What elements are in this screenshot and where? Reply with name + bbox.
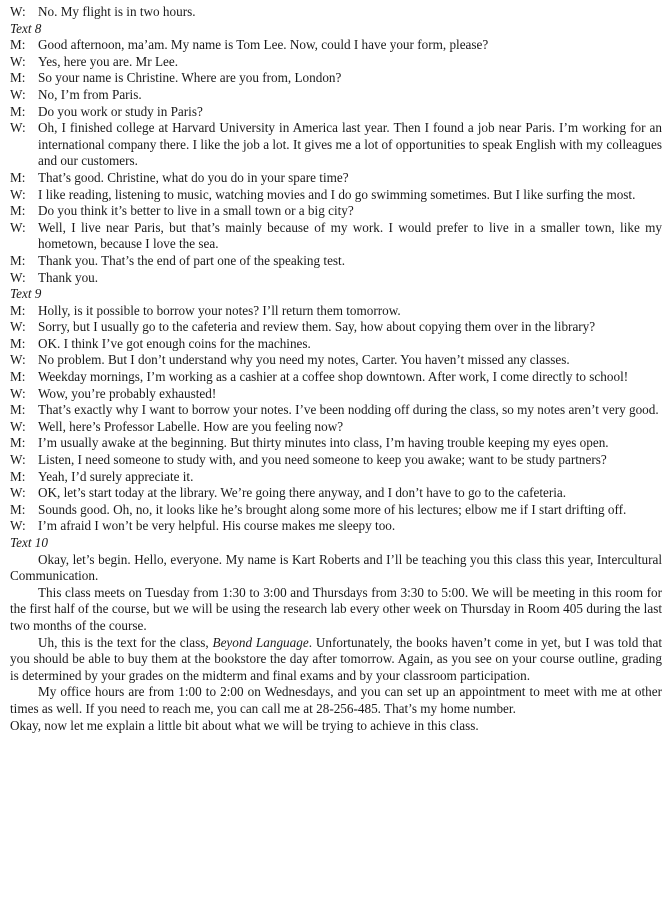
dialogue-line [10, 37, 662, 54]
paragraph-text: . Unfortunately, the books haven’t come in yet, but I was told that you should be able to buy them at the bookstore the day after tomorrow. Again, as you see on your course outline, grading is determined by your grades on the midterm and final exams and by your classroom participation. [10, 634, 662, 683]
dialogue-text: Thank you. That’s the end of part one of the speaking test. [38, 252, 346, 268]
section-heading-text-9: Text 9 [10, 286, 42, 302]
dialogue-text: I like reading, listening to music, watching movies and I do go swimming sometimes. But I like surfing the most. [38, 186, 636, 202]
dialogue-line [10, 319, 662, 336]
dialogue-line [10, 120, 662, 170]
speaker-label: W: [10, 319, 26, 335]
dialogue-line [10, 220, 662, 253]
speaker-label: W: [10, 120, 26, 136]
monologue-paragraph: My office hours are from 1:00 to 2:00 on Wednesdays, and you can set up an appointment to meet with me at other times as well. If you need to reach me, you can call me at 28-256-485. That’s my home number. [10, 684, 662, 716]
speaker-label: W: [10, 219, 26, 235]
speaker-label: W: [10, 4, 26, 19]
dialogue-text: Sorry, but I usually go to the cafeteria and review them. Say, how about copying them over in the library? [38, 319, 596, 335]
speaker-label: M: [10, 302, 26, 318]
speaker-label: W: [10, 485, 26, 501]
speaker-label: W: [10, 269, 26, 285]
dialogue-line [10, 369, 662, 386]
book-title: Beyond Language [212, 634, 309, 650]
dialogue-line [10, 452, 662, 469]
dialogue-text: Wow, you’re probably exhausted! [38, 385, 217, 401]
dialogue-line [10, 87, 662, 104]
dialogue-text: I’m afraid I won’t be very helpful. His course makes me sleepy too. [38, 518, 396, 534]
speaker-label: M: [10, 203, 26, 219]
section-heading-text-10: Text 10 [10, 535, 48, 550]
dialogue-text: That’s good. Christine, what do you do in your spare time? [38, 169, 349, 185]
monologue-paragraph: Okay, let’s begin. Hello, everyone. My name is Kart Roberts and I’ll be teaching you this class this year, Intercultural Communication. [10, 551, 662, 584]
dialogue-line [10, 203, 662, 220]
dialogue-text: No problem. But I don’t understand why you need my notes, Carter. You haven’t missed any classes. [38, 352, 570, 368]
speaker-label: W: [10, 418, 26, 434]
speaker-label: M: [10, 169, 26, 185]
speaker-label: M: [10, 369, 26, 385]
speaker-label: M: [10, 435, 26, 451]
dialogue-text: Good afternoon, ma’am. My name is Tom Lee. Now, could I have your form, please? [38, 37, 489, 53]
dialogue-line [10, 303, 662, 320]
dialogue-text: OK, let’s start today at the library. We’re going there anyway, and I don’t have to go to the cafeteria. [38, 485, 567, 501]
speaker-label: M: [10, 103, 26, 119]
dialogue-text: Yes, here you are. Mr Lee. [38, 53, 179, 69]
dialogue-line [10, 485, 662, 502]
speaker-label: W: [10, 86, 26, 102]
dialogue-line [10, 352, 662, 369]
speaker-label: M: [10, 402, 26, 418]
dialogue-text: Holly, is it possible to borrow your notes? I’ll return them tomorrow. [38, 302, 401, 318]
dialogue-line [10, 402, 662, 419]
dialogue-text: So your name is Christine. Where are you from, London? [38, 70, 342, 86]
dialogue-text: Sounds good. Oh, no, it looks like he’s brought along some more of his lectures; elbow me if I start drifting off. [38, 501, 627, 517]
dialogue-text: Do you work or study in Paris? [38, 103, 203, 119]
dialogue-line [10, 435, 662, 452]
speaker-label: W: [10, 452, 26, 468]
dialogue-text: Well, here’s Professor Labelle. How are you feeling now? [38, 418, 344, 434]
monologue-paragraph [10, 635, 662, 685]
dialogue-text: Do you think it’s better to live in a small town or a big city? [38, 203, 354, 219]
speaker-label: W: [10, 385, 26, 401]
dialogue-text: OK. I think I’ve got enough coins for the machines. [38, 335, 311, 351]
dialogue-text: No, I’m from Paris. [38, 86, 142, 102]
speaker-label: W: [10, 518, 26, 534]
monologue-paragraph: This class meets on Tuesday from 1:30 to 3:00 and Thursdays from 3:30 to 5:00. We will be meeting in this room for the first half of the course, but we will be using the research lab every other week on Thursday in Room 405 during the last two months of the course. [10, 584, 662, 633]
dialogue-text: That’s exactly why I want to borrow your notes. I’ve been nodding off during the class, so my notes aren’t very good. [38, 402, 659, 418]
dialogue-line [10, 187, 662, 204]
paragraph-text: Uh, this is the text for the class, [38, 634, 213, 650]
dialogue-text: Yeah, I’d surely appreciate it. [38, 468, 194, 484]
dialogue-line [10, 469, 662, 486]
dialogue-text: Oh, I finished college at Harvard University in America last year. Then I found a job near Paris. I’m working for an international company there. I like the job a lot. It gives me a lot of opportunities to speak English with my colleagues and our customers. [38, 120, 662, 169]
dialogue-text: Listen, I need someone to study with, and you need someone to keep you awake; want to be study partners? [38, 452, 607, 468]
dialogue-line [10, 419, 662, 436]
dialogue-text: I’m usually awake at the beginning. But thirty minutes into class, I’m having trouble keeping my eyes open. [38, 435, 609, 451]
dialogue-text: Thank you. [38, 269, 99, 285]
speaker-label: M: [10, 70, 26, 86]
dialogue-line [10, 54, 662, 71]
dialogue-line [10, 502, 662, 519]
dialogue-text: Weekday mornings, I’m working as a cashier at a coffee shop downtown. After work, I come directly to school! [38, 369, 629, 385]
speaker-label: W: [10, 186, 26, 202]
dialogue-line [10, 104, 662, 121]
section-heading-text-8: Text 8 [10, 20, 42, 36]
speaker-label: W: [10, 352, 26, 368]
speaker-label: M: [10, 501, 26, 517]
dialogue-line [10, 4, 662, 21]
dialogue-line [10, 336, 662, 353]
dialogue-line [10, 253, 662, 270]
dialogue-line [10, 70, 662, 87]
monologue-paragraph: Okay, now let me explain a little bit about what we will be trying to achieve in this class. [10, 717, 479, 733]
speaker-label: M: [10, 252, 26, 268]
speaker-label: W: [10, 53, 26, 69]
speaker-label: M: [10, 37, 26, 53]
dialogue-text: Well, I live near Paris, but that’s mainly because of my work. I would prefer to live in a smaller town, like my hometown, because I love the sea. [38, 219, 662, 252]
dialogue-line [10, 518, 662, 535]
speaker-label: M: [10, 335, 26, 351]
speaker-label: M: [10, 468, 26, 484]
dialogue-text: No. My flight is in two hours. [38, 4, 196, 19]
dialogue-line [10, 270, 662, 287]
dialogue-line [10, 386, 662, 403]
dialogue-line [10, 170, 662, 187]
